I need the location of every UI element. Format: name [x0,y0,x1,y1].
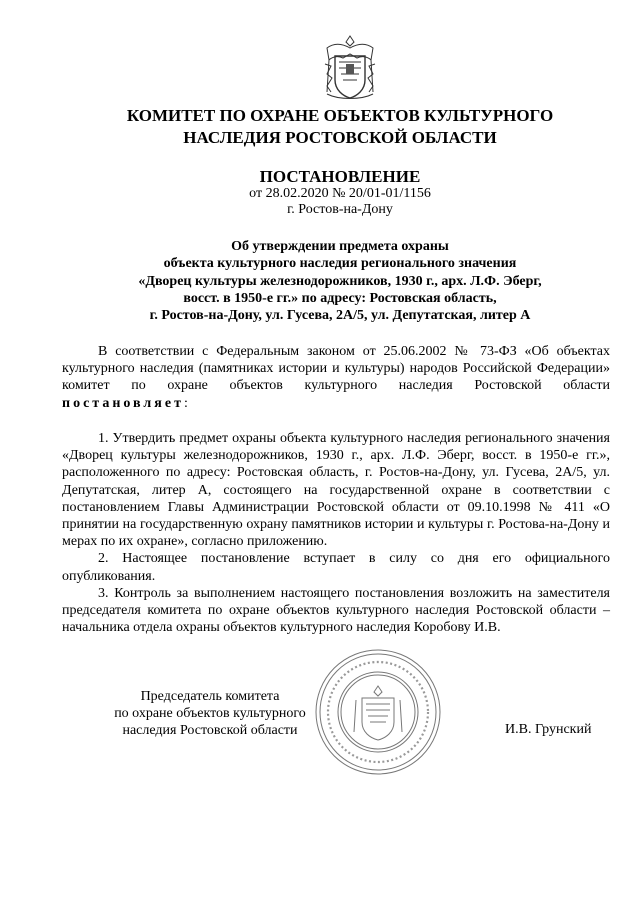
subject-line: объекта культурного наследия регионального значения [163,256,517,272]
position-line: по охране объектов культурного [114,706,306,721]
subject-line: Об утверждении предмета охраны [231,239,449,254]
decree-item: 2. Настоящее постановление вступает в силу со дня его официального опубликования. [62,551,610,584]
document-type: ПОСТАНОВЛЕНИЕ [259,167,421,186]
decree-items [62,430,610,636]
document-meta [60,186,620,218]
document-city: г. Ростов-на-Дону [287,202,393,217]
organization-name [60,105,620,149]
subject-line: г. Ростов-на-Дону, ул. Гусева, 2А/5, ул. Депутатская, литер А [149,308,531,324]
coat-of-arms-icon [321,34,379,102]
signatory-name: И.В. Грунский [505,722,592,737]
preamble-text: В соответствии с Федеральным законом от 25.06.2002 № 73-ФЗ «Об объектах культурного наследия (памятниках истории и культуры) народов Российской Федерации» комитет по охране объектов культурного наследия Ростовской области [62,344,610,394]
decree-item: 1. Утвердить предмет охраны объекта культурного наследия регионального значения «Дворец культуры железнодорожников, 1930 г., арх. Л.Ф. Эберг, восст. в 1950-е гг.», расположенного по адресу: Ростовская область, г. Ростов-на-Дону, ул. Гусева, 2А/5, ул. Депутатская, литер А, состоящего на государственной охране в соответствии с постановлением Главы Администрации Ростовской области от 09.10.1998 № 411 «О принятии на государственную охрану памятников истории и культуры г. Ростова-на-Дону и мерах по их охране», согласно приложению. [62,431,610,550]
preamble-paragraph [62,343,610,412]
subject-line: «Дворец культуры железнодорожников, 1930 г., арх. Л.Ф. Эберг, [138,273,542,289]
decree-word: постановляет [62,395,184,411]
position-line: Председатель комитета [140,689,280,704]
org-line-2: НАСЛЕДИЯ РОСТОВСКОЙ ОБЛАСТИ [183,128,497,147]
official-seal-icon [312,646,444,778]
subject-line: восст. в 1950-е гг.» по адресу: Ростовская область, [183,290,497,306]
document-date-number: от 28.02.2020 № 20/01-01/1156 [249,186,431,201]
decree-colon: : [183,395,188,411]
position-line: наследия Ростовской области [122,723,298,738]
org-line-1: КОМИТЕТ ПО ОХРАНЕ ОБЪЕКТОВ КУЛЬТУРНОГО [126,106,554,125]
decree-item: 3. Контроль за выполнением настоящего постановления возложить на заместителя председателя комитета по охране объектов культурного наследия Ростовской области – начальника отдела охраны объектов культурного наследия Коробову И.В. [62,585,610,636]
document-subject [60,238,620,324]
signatory-position [95,688,325,739]
